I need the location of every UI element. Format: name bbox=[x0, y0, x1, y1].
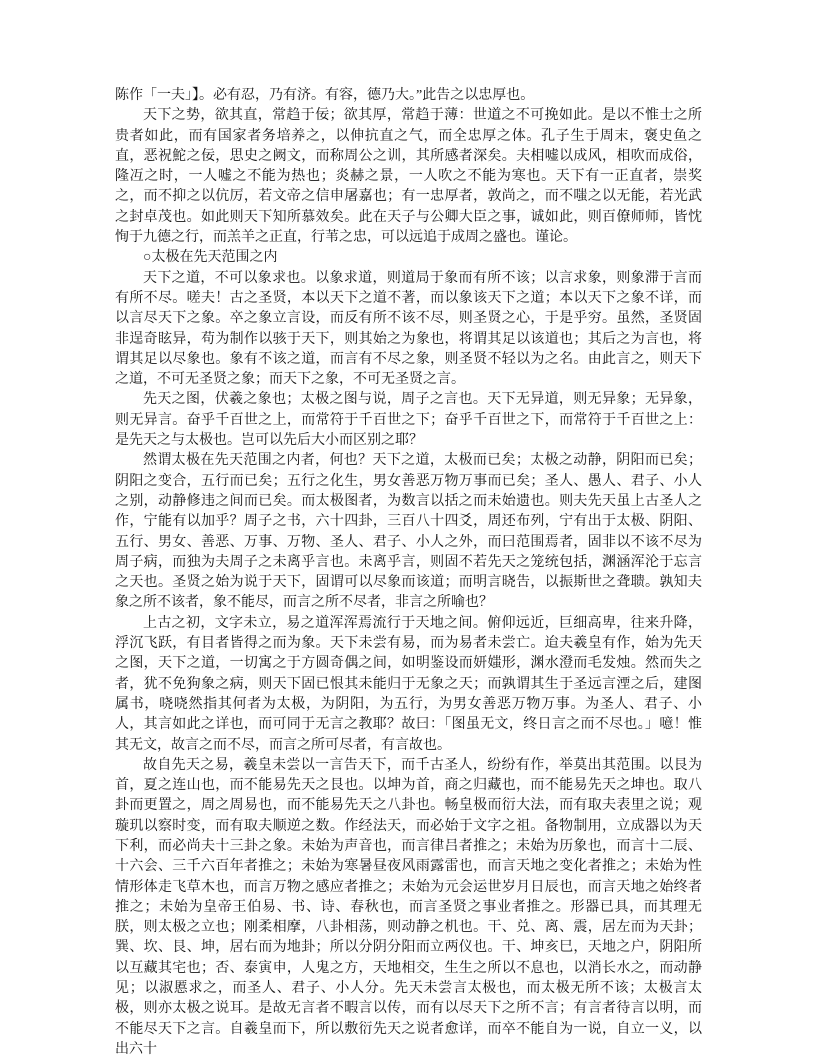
text-block bbox=[115, 86, 702, 1056]
section-heading-taiji: ○太极在先天范围之内 bbox=[143, 250, 278, 266]
paragraph-dao-and-image: 天下之道，不可以象求也。以象求道，则道局于象而有所不该；以言求象，则象滞于言而有所不尽。嗟夫！古之圣贤，本以天下之道不著，而以象该天下之道；本以天下之象不详，而以言尽天下之象。卒之象立言设，而反有所不该不尽，则圣贤之心，于是乎穷。虽然，圣贤固非逞奇眩异，苟为制作以骇于天下，则其始之为象也，将谓其足以该道也；其后之为言也，将谓其足以尽象也。象有不该之道，而言有不尽之象，则圣贤不轻以为之名。由此言之，则天下之道，不可无圣贤之象；而天下之象，不可无圣贤之言。 bbox=[115, 270, 702, 388]
paragraph-antiquity: 上古之初，文字未立，易之道浑浑焉流行于天地之间。俯仰远近，巨细高卑，往来升降，浮沉飞跃，有目者皆得之而为象。天下未尝有易，而为易者未尝亡。迨夫羲皇有作，始为先天之图，天下之道，一切寓之于方圆奇偶之间，如明鉴设而妍媸形，渊水澄而毛发烛。然而失之者，犹不免狗象之病，则天下固已恨其未能归于无象之天；而孰谓其生于圣远言湮之后，建图属书，哓哓然指其何者为太极，为阴阳，为五行，为男女善恶万物万事。为圣人、君子、小人，其言如此之详也，而可同于无言之教耶？故曰：「图虽无文，终日言之而不尽也。」噫！惟其无文，故言之而不尽，而言之所可尽者，有言故也。 bbox=[115, 615, 702, 753]
paragraph-essay-conclusion: 天下之势，欲其直，常趋于佞；欲其厚，常趋于薄：世道之不可挽如此。是以不惟士之所贵者如此，而有国家者务培养之，以伸抗直之气，而全忠厚之体。孔子生于周末，褒史鱼之直，恶祝鮀之佞，思史之阙文，而称周公之训，其所感者深矣。夫相嘘以成风，相吹而成俗，隆冱之时，一人嘘之不能为热也；炎赫之景，一人吹之不能为寒也。天下有一正直者，崇奖之，而不抑之以伉厉，若文帝之信申屠嘉也；有一忠厚者，敦尚之，而不嗤之以无能，若光武之封卓茂也。如此则天下知所慕效矣。此在天子与公卿大臣之事，诚如此，则百僚师师，皆忱恂于九德之行，而羔羊之正直，行苇之忠，可以远追于成周之盛也。谨论。 bbox=[115, 108, 702, 246]
paragraph-xiantian-yi: 故自先天之易，羲皇未尝以一言告天下，而千古圣人，纷纷有作，举莫出其范围。以艮为首，夏之连山也，而不能易先天之艮也。以坤为首，商之归藏也，而不能易先天之坤也。取八卦而更置之，周之周易也，而不能易先天之八卦也。畅皇极而衍大法，而有取夫表里之说；观璇玑以察时变，而有取夫顺逆之数。作经法天，而必始于文字之祖。备物制用，立成器以为天下利，而必尚夫十三卦之象。未始为声音也，而言律吕者推之；未始为历象也，而言十二辰、十六会、三千六百年者推之；未始为寒暑昼夜风雨露雷也，而言天地之变化者推之；未始为性情形体走飞草木也，而言万物之感应者推之；未始为元会运世岁月日辰也，而言天地之始终者推之；未始为皇帝王伯易、书、诗、春秋也，而言圣贤之事业者推之。形器已具，而其理无朕，则太极之立也；刚柔相摩，八卦相荡，则动静之机也。干、兑、离、震，居左而为天卦；巽、坎、艮、坤，居右而为地卦；所以分阴分阳而立两仪也。干、坤亥巳，天地之户，阴阳所以互藏其宅也；否、泰寅申，人鬼之方，天地相交，生生之所以不息也，以消长水之，而动静见；以淑慝求之，而圣人、君子、小人分。先天未尝言太极也，而太极无所不该；太极言太极，则亦太极之说耳。是故无言者不暇言以传，而有以尽天下之所不言；有言者待言以明，而不能尽天下之言。自羲皇而下，所以敷衍先天之说者愈详，而卒不能自为一说，自立一义，以出六十 bbox=[115, 757, 702, 1056]
paragraph-continuation: 陈作「一夫」】。必有忍，乃有济。有容，德乃大。”此告之以忠厚也。 bbox=[115, 88, 535, 103]
paragraph-taiji-scope: 然谓太极在先天范围之内者，何也？天下之道，太极而已矣；太极之动静，阴阳而已矣；阴阳之变合，五行而已矣；五行之化生，男女善恶万物万事而已矣；圣人、愚人、君子、小人之别，动静修违之间而已矣。而太极图者，为数言以括之而未始遗也。则夫先天虽上古圣人之作，宁能有以加乎？周子之书，六十四卦，三百八十四爻，周还布列，宁有出于太极、阴阳、五行、男女、善恶、万事、万物、圣人、君子、小人之外，而曰范围焉者，固非以不该不尽为周子病，而独为夫周子之未离乎言也。未离乎言，则固不若先天之笼统包括，渊涵浑沦于忘言之天也。圣贤之始为说于天下，固谓可以尽象而该道；而明言晓告，以振斯世之聋聩。孰知夫象之所不该者，象不能尽，而言之所不尽者，非言之所喻也？ bbox=[115, 453, 702, 611]
paragraph-xiantian-diagram: 先天之图，伏羲之象也；太极之图与说，周子之言也。天下无异道，则无异象；无异象，则无异言。奋乎千百世之上，而常符于千百世之下；奋乎千百世之下，而常符于千百世之上：是先天之与太极也。岂可以先后大小而区别之耶？ bbox=[115, 392, 702, 449]
